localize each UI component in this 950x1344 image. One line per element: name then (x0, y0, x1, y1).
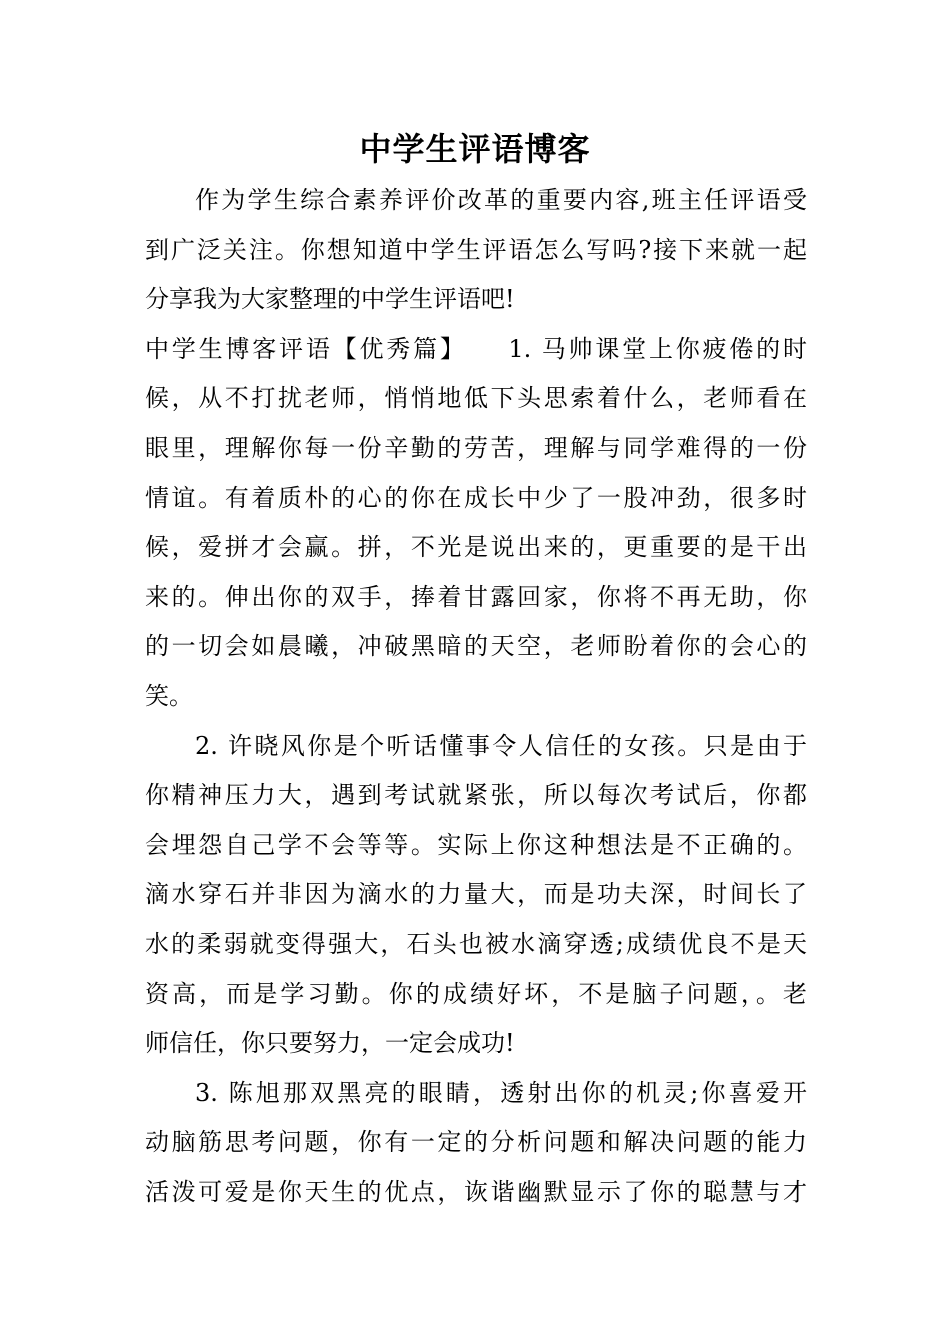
text-line: 3. 陈旭那双黑亮的眼睛，透射出你的机灵;你喜爱开 (195, 1078, 807, 1107)
item3-paragraph (145, 1069, 807, 1218)
text-line: 到广泛关注。你想知道中学生评语怎么写吗?接下来就一起 (145, 235, 807, 264)
text-line: 活泼可爱是你天生的优点，诙谐幽默显示了你的聪慧与才 (145, 1177, 807, 1206)
item2-paragraph (145, 722, 807, 1069)
text-line: 中学生博客评语【优秀篇】 1. 马帅课堂上你疲倦的时 (145, 334, 807, 363)
text-line: 的一切会如晨曦，冲破黑暗的天空，老师盼着你的会心的 (145, 632, 807, 661)
text-line: 笑。 (145, 681, 193, 710)
text-line: 会埋怨自己学不会等等。实际上你这种想法是不正确的。 (145, 830, 807, 859)
text-line: 作为学生综合素养评价改革的重要内容,班主任评语受 (195, 186, 807, 214)
text-line: 眼里，理解你每一份辛勤的劳苦，理解与同学难得的一份 (145, 433, 807, 462)
document-title: 中学生评语博客 (359, 130, 591, 168)
text-line: 你精神压力大，遇到考试就紧张，所以每次考试后，你都 (145, 781, 807, 810)
text-line: 来的。伸出你的双手，捧着甘露回家，你将不再无助，你 (145, 582, 807, 611)
text-line: 动脑筋思考问题，你有一定的分析问题和解决问题的能力 (145, 1128, 807, 1157)
text-line: 水的柔弱就变得强大，石头也被水滴穿透;成绩优良不是天 (145, 929, 807, 958)
text-line: 资高，而是学习勤。你的成绩好坏，不是脑子问题，。老 (145, 979, 807, 1008)
text-line: 2. 许晓风你是个听话懂事令人信任的女孩。只是由于 (195, 731, 807, 760)
text-line: 候，从不打扰老师，悄悄地低下头思索着什么，老师看在 (145, 384, 807, 413)
text-line: 情谊。有着质朴的心的你在成长中少了一股冲劲，很多时 (145, 483, 807, 512)
text-line: 滴水穿石并非因为滴水的力量大，而是功夫深，时间长了 (145, 880, 807, 909)
section1-paragraph (145, 325, 807, 722)
text-line: 师信任，你只要努力，一定会成功! (145, 1029, 515, 1058)
intro-paragraph (145, 176, 807, 325)
text-line: 分享我为大家整理的中学生评语吧! (145, 285, 515, 314)
text-line: 候，爱拼才会赢。拼，不光是说出来的，更重要的是干出 (145, 533, 807, 562)
document-body (145, 176, 807, 1217)
